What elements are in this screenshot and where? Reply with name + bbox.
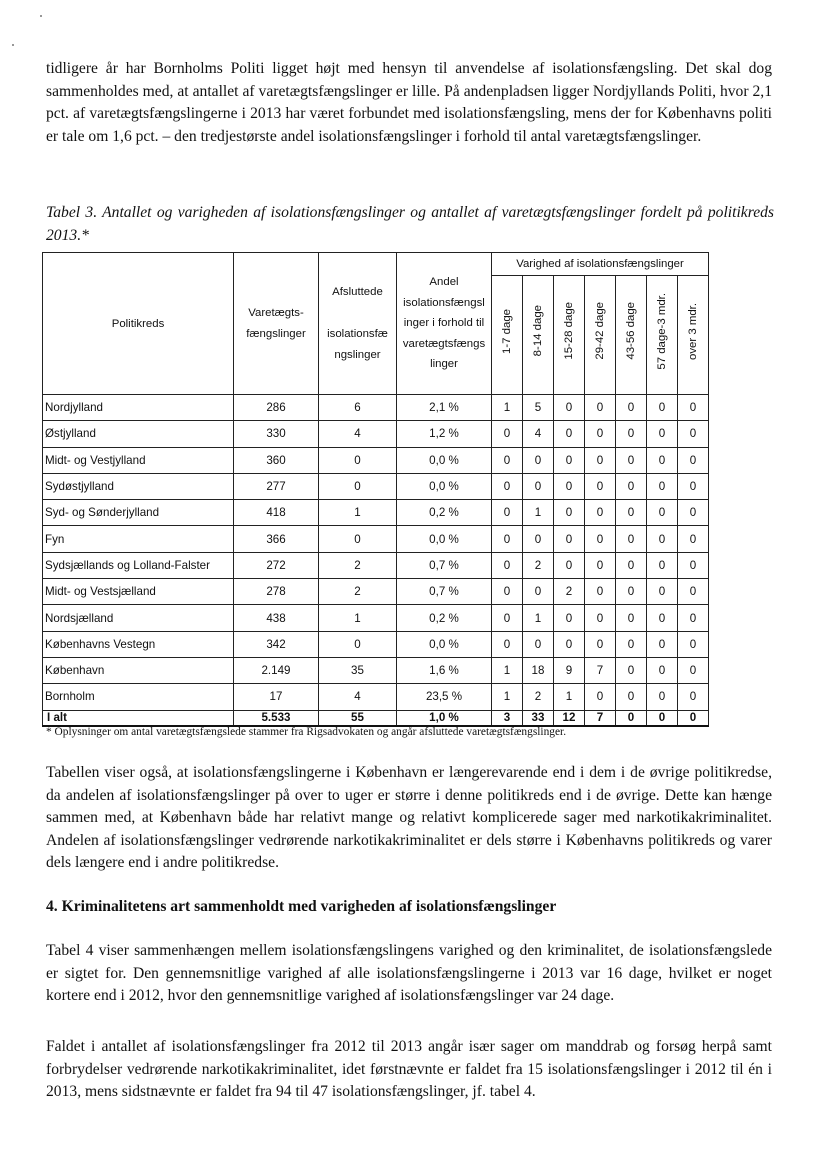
cell-duration: 0: [647, 710, 678, 726]
cell-andel: 0,2 %: [397, 500, 492, 526]
cell-duration: 0: [523, 579, 554, 605]
cell-duration: 9: [554, 657, 585, 683]
cell-politikreds: I alt: [43, 710, 234, 726]
cell-duration: 0: [492, 421, 523, 447]
cell-varetaegt: 438: [234, 605, 319, 631]
cell-duration: 1: [492, 395, 523, 421]
table-row: [43, 447, 709, 473]
cell-duration: 7: [585, 710, 616, 726]
cell-afsluttede: 1: [319, 500, 397, 526]
cell-duration: 0: [492, 500, 523, 526]
cell-duration: 0: [554, 605, 585, 631]
cell-duration: 0: [492, 473, 523, 499]
cell-duration: 0: [523, 631, 554, 657]
cell-duration: 2: [554, 579, 585, 605]
cell-duration: 0: [585, 684, 616, 710]
cell-duration: 0: [523, 447, 554, 473]
header-duration: 57 dage-3 mdr.: [647, 276, 678, 395]
cell-duration: 0: [585, 447, 616, 473]
table-row: [43, 395, 709, 421]
cell-duration: 0: [647, 526, 678, 552]
intro-paragraph: tidligere år har Bornholms Politi ligget højt med hensyn til anvendelse af isolationsfængsling. Det skal dog sammenholdes med, at antallet af varetægtsfængslinger er lille. På andenpladsen ligger Nordjyllands Politi, hvor 2,1 pct. af varetægtsfængslingerne i 2013 har været forbundet med isolationsfængsling, mens der for Københavns politi er tale om 1,6 pct. – den tredjestørste andel isolationsfængslinger i forhold til antal varetægtsfængslinger.: [46, 60, 772, 145]
cell-duration: 0: [678, 579, 709, 605]
cell-politikreds: Østjylland: [43, 421, 234, 447]
cell-duration: 0: [616, 447, 647, 473]
cell-duration: 0: [585, 552, 616, 578]
table-row: [43, 657, 709, 683]
table-row: [43, 605, 709, 631]
cell-duration: 0: [678, 447, 709, 473]
cell-duration: 0: [678, 421, 709, 447]
section-heading: 4. Kriminalitetens art sammenholdt med varigheden af isolationsfængslinger: [46, 898, 557, 915]
table-row: [43, 526, 709, 552]
cell-duration: 2: [523, 552, 554, 578]
table-row: [43, 500, 709, 526]
cell-duration: 0: [554, 421, 585, 447]
cell-duration: 1: [554, 684, 585, 710]
cell-duration: 0: [616, 395, 647, 421]
after-table-paragraph: Tabellen viser også, at isolationsfængslingerne i København er længerevarende end i dem i de øvrige politikredse, da andelen af isolationsfængslinger på over to uger er større i denne politikreds end i de øvrige. Dette kan hænge sammen med, at København både har relativt mange og relativt komplicerede sager med narkotikakriminalitet. Andelen af isolationsfængslinger vedrørende narkotikakriminalitet er dels større i Københavns politikreds og varer dels længere end i andre politikredse.: [46, 764, 772, 871]
cell-duration: 0: [554, 631, 585, 657]
cell-duration: 0: [492, 579, 523, 605]
table-row: [43, 684, 709, 710]
cell-duration: 2: [523, 684, 554, 710]
cell-duration: 0: [585, 631, 616, 657]
cell-andel: 0,0 %: [397, 473, 492, 499]
cell-duration: 0: [523, 526, 554, 552]
table-caption: Tabel 3. Antallet og varigheden af isolationsfængslinger og antallet af varetægtsfængslinger fordelt på politikreds 2013.*: [46, 204, 774, 244]
header-duration: 1-7 dage: [492, 276, 523, 395]
cell-duration: 0: [616, 631, 647, 657]
cell-afsluttede: 4: [319, 421, 397, 447]
cell-duration: 0: [616, 500, 647, 526]
cell-duration: 7: [585, 657, 616, 683]
cell-varetaegt: 366: [234, 526, 319, 552]
cell-politikreds: Nordsjælland: [43, 605, 234, 631]
scan-speck: [40, 15, 42, 17]
cell-duration: 0: [678, 657, 709, 683]
cell-duration: 1: [492, 684, 523, 710]
cell-politikreds: København: [43, 657, 234, 683]
cell-afsluttede: 0: [319, 447, 397, 473]
cell-politikreds: Sydøstjylland: [43, 473, 234, 499]
header-varighed-group: Varighed af isolationsfængslinger: [492, 253, 709, 276]
cell-varetaegt: 272: [234, 552, 319, 578]
cell-afsluttede: 1: [319, 605, 397, 631]
cell-duration: 0: [647, 552, 678, 578]
cell-duration: 0: [616, 684, 647, 710]
cell-duration: 0: [616, 552, 647, 578]
cell-afsluttede: 55: [319, 710, 397, 726]
cell-politikreds: Bornholm: [43, 684, 234, 710]
data-table: [42, 252, 709, 727]
cell-duration: 3: [492, 710, 523, 726]
cell-politikreds: Sydsjællands og Lolland-Falster: [43, 552, 234, 578]
table-total-row: [43, 710, 709, 726]
cell-duration: 0: [554, 473, 585, 499]
cell-politikreds: Fyn: [43, 526, 234, 552]
cell-andel: 0,0 %: [397, 447, 492, 473]
cell-duration: 0: [678, 395, 709, 421]
cell-duration: 0: [554, 395, 585, 421]
cell-duration: 0: [678, 631, 709, 657]
cell-duration: 0: [585, 526, 616, 552]
cell-varetaegt: 277: [234, 473, 319, 499]
section-paragraph: Tabel 4 viser sammenhængen mellem isolationsfængslingens varighed og den kriminalitet, de isolationsfængslede er sigtet for. Den gennemsnitlige varighed af alle isolationsfængslingerne i 2013 var 16 dage, hvilket er noget kortere end i 2012, hvor den gennemsnitlige varighed af isolationsfængslinger var 24 dage.: [46, 942, 772, 1004]
cell-duration: 0: [678, 684, 709, 710]
cell-duration: 4: [523, 421, 554, 447]
cell-duration: 0: [585, 500, 616, 526]
cell-duration: 0: [678, 526, 709, 552]
cell-varetaegt: 286: [234, 395, 319, 421]
cell-afsluttede: 0: [319, 473, 397, 499]
cell-duration: 0: [678, 605, 709, 631]
header-varetaegt: Varetægts- fængslinger: [234, 253, 319, 395]
header-duration: 29-42 dage: [585, 276, 616, 395]
cell-duration: 0: [585, 579, 616, 605]
header-duration: 15-28 dage: [554, 276, 585, 395]
cell-varetaegt: 5.533: [234, 710, 319, 726]
cell-andel: 1,0 %: [397, 710, 492, 726]
cell-duration: 0: [678, 500, 709, 526]
cell-duration: 0: [647, 605, 678, 631]
cell-duration: 0: [678, 473, 709, 499]
cell-andel: 0,7 %: [397, 579, 492, 605]
cell-duration: 5: [523, 395, 554, 421]
table-row: [43, 552, 709, 578]
cell-duration: 0: [616, 421, 647, 447]
cell-duration: 0: [492, 605, 523, 631]
cell-duration: 0: [647, 684, 678, 710]
cell-duration: 0: [616, 657, 647, 683]
table-row: [43, 631, 709, 657]
header-duration: 43-56 dage: [616, 276, 647, 395]
section-paragraph: Faldet i antallet af isolationsfængslinger fra 2012 til 2013 angår især sager om manddrab og forsøg herpå samt forbrydelser vedrørende narkotikakriminalitet, idet førstnævnte er faldet fra 15 isolationsfængslinger i 2012 til én i 2013, mens sidstnævnte er faldet fra 94 til 47 isolationsfængslinger, jf. tabel 4.: [46, 1038, 772, 1100]
table-row: [43, 579, 709, 605]
cell-varetaegt: 278: [234, 579, 319, 605]
cell-varetaegt: 330: [234, 421, 319, 447]
cell-duration: 0: [585, 421, 616, 447]
cell-andel: 0,7 %: [397, 552, 492, 578]
cell-duration: 0: [492, 447, 523, 473]
header-afsluttede: Afsluttede isolationsfæ ngslinger: [319, 253, 397, 395]
cell-duration: 0: [678, 552, 709, 578]
cell-politikreds: Midt- og Vestjylland: [43, 447, 234, 473]
header-duration: 8-14 dage: [523, 276, 554, 395]
table-row: [43, 473, 709, 499]
cell-duration: 0: [616, 473, 647, 499]
cell-andel: 23,5 %: [397, 684, 492, 710]
cell-andel: 0,0 %: [397, 526, 492, 552]
header-politikreds: Politikreds: [43, 253, 234, 395]
cell-duration: 0: [554, 500, 585, 526]
cell-duration: 0: [492, 552, 523, 578]
cell-andel: 0,0 %: [397, 631, 492, 657]
cell-duration: 0: [554, 526, 585, 552]
cell-afsluttede: 2: [319, 579, 397, 605]
cell-varetaegt: 2.149: [234, 657, 319, 683]
cell-duration: 0: [647, 631, 678, 657]
cell-afsluttede: 2: [319, 552, 397, 578]
cell-duration: 0: [585, 473, 616, 499]
cell-duration: 1: [492, 657, 523, 683]
cell-duration: 0: [647, 473, 678, 499]
cell-varetaegt: 418: [234, 500, 319, 526]
cell-duration: 1: [523, 605, 554, 631]
cell-afsluttede: 0: [319, 526, 397, 552]
cell-duration: 0: [647, 447, 678, 473]
scan-speck: [12, 44, 14, 46]
cell-duration: 33: [523, 710, 554, 726]
cell-politikreds: Nordjylland: [43, 395, 234, 421]
cell-duration: 0: [616, 579, 647, 605]
table-row: [43, 421, 709, 447]
cell-andel: 0,2 %: [397, 605, 492, 631]
cell-duration: 0: [492, 631, 523, 657]
cell-duration: 0: [678, 710, 709, 726]
cell-varetaegt: 342: [234, 631, 319, 657]
cell-duration: 1: [523, 500, 554, 526]
cell-duration: 0: [554, 552, 585, 578]
cell-afsluttede: 35: [319, 657, 397, 683]
cell-duration: 0: [616, 605, 647, 631]
cell-duration: 0: [492, 526, 523, 552]
cell-duration: 12: [554, 710, 585, 726]
cell-varetaegt: 360: [234, 447, 319, 473]
cell-duration: 0: [647, 395, 678, 421]
cell-politikreds: Syd- og Sønderjylland: [43, 500, 234, 526]
cell-andel: 2,1 %: [397, 395, 492, 421]
cell-politikreds: Københavns Vestegn: [43, 631, 234, 657]
cell-afsluttede: 0: [319, 631, 397, 657]
cell-duration: 0: [523, 473, 554, 499]
cell-duration: 0: [647, 500, 678, 526]
cell-duration: 0: [585, 395, 616, 421]
header-andel: Andel isolationsfængsl inger i forhold til varetægtsfængs linger: [397, 253, 492, 395]
cell-afsluttede: 6: [319, 395, 397, 421]
cell-duration: 0: [616, 526, 647, 552]
cell-duration: 18: [523, 657, 554, 683]
cell-duration: 0: [647, 421, 678, 447]
cell-duration: 0: [554, 447, 585, 473]
cell-duration: 0: [647, 657, 678, 683]
cell-duration: 0: [647, 579, 678, 605]
header-duration: over 3 mdr.: [678, 276, 709, 395]
cell-varetaegt: 17: [234, 684, 319, 710]
cell-andel: 1,2 %: [397, 421, 492, 447]
cell-andel: 1,6 %: [397, 657, 492, 683]
cell-politikreds: Midt- og Vestsjælland: [43, 579, 234, 605]
cell-afsluttede: 4: [319, 684, 397, 710]
table-footnote: * Oplysninger om antal varetægtsfængslede stammer fra Rigsadvokaten og angår afsluttede varetægtsfængslinger.: [46, 726, 567, 738]
cell-duration: 0: [585, 605, 616, 631]
cell-duration: 0: [616, 710, 647, 726]
